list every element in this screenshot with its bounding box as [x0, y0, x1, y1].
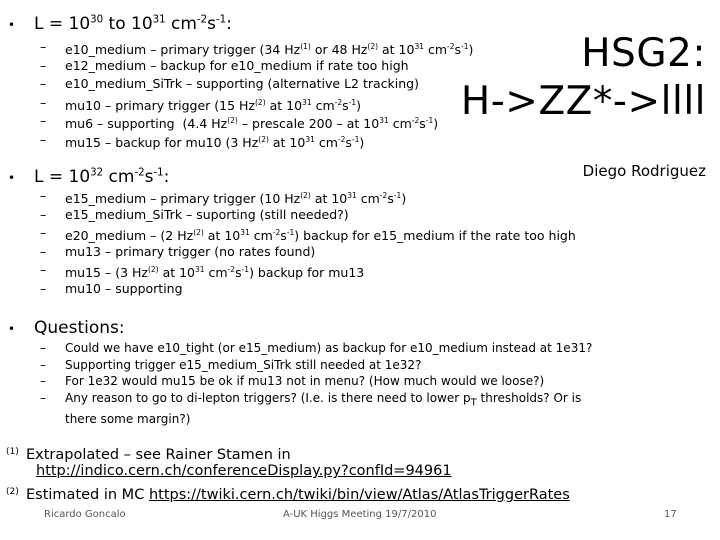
- list-item: – mu10 – primary trigger (15 Hz$^{(2)}$ at $10^{31}$ $cm^{-2}s^{-1}$): [40, 94, 361, 113]
- list-item: – mu13 – primary trigger (no rates found): [40, 243, 316, 259]
- section-2-heading-text: $L = 10^{32}$ $cm^{-2}s^{-1}$:: [34, 167, 170, 187]
- footer-meeting: A-UK Higgs Meeting 19/7/2010: [283, 509, 437, 520]
- section-1-heading-text: $L = 10^{30}$ to $10^{31}$ $cm^{-2}s^{-1}$:: [34, 14, 232, 34]
- page-number: 17: [664, 509, 677, 520]
- footnote-2: (2) Estimated in MC https://twiki.cern.ch/twiki/bin/view/Atlas/AtlasTriggerRates: [6, 487, 570, 503]
- list-item: – e12_medium – backup for e10_medium if rate too high: [40, 57, 409, 73]
- bullet-icon: •: [8, 322, 16, 336]
- slide-title: [461, 30, 706, 126]
- list-item: – Any reason to go to di-lepton triggers? (I.e. is there need to lower $p_T$ thresholds? Or is there some margin?): [40, 390, 582, 427]
- list-item: – Could we have e10_tight (or e15_medium) as backup for e10_medium instead at 1e31?: [40, 341, 593, 355]
- title-line-2: H->ZZ*->llll: [460, 79, 706, 124]
- questions-list: [40, 340, 610, 428]
- list-item: – e20_medium – (2 Hz$^{(2)}$ at $10^{31}$ $cm^{-2}s^{-1}$) backup for e15_medium if the rate too high: [40, 225, 576, 244]
- section-2-list: [40, 187, 576, 299]
- list-item: – mu15 – (3 Hz$^{(2)}$ at $10^{31}$ $cm^{-2}s^{-1}$) backup for mu13: [40, 262, 365, 281]
- list-item: – For 1e32 would mu15 be ok if mu13 not in menu? (How much would we loose?): [40, 374, 545, 388]
- list-item: – e10_medium – primary trigger (34 Hz$^{(1)}$ or 48 Hz$^{(2)}$ at $10^{31}$ $cm^{-2}s^{-1}$): [40, 39, 474, 58]
- section-1-list: [40, 38, 473, 150]
- footnote-2-link[interactable]: https://twiki.cern.ch/twiki/bin/view/Atlas/AtlasTriggerRates: [148, 487, 570, 503]
- list-item: – Supporting trigger e15_medium_SiTrk still needed at 1e32?: [40, 357, 422, 372]
- bullet-icon: •: [8, 171, 16, 185]
- questions-heading: • Questions:: [8, 318, 125, 338]
- footnote-1: (1) Extrapolated – see Rainer Stamen in http://indico.cern.ch/conferenceDisplay.py?confId=94961: [6, 447, 452, 479]
- list-item: – mu10 – supporting: [40, 280, 183, 296]
- list-item: – mu15 – backup for mu10 (3 Hz$^{(2)}$ at $10^{31}$ $cm^{-2}s^{-1}$): [40, 131, 365, 151]
- list-item: – e15_medium_SiTrk – suporting (still needed?): [40, 206, 349, 222]
- list-item: – mu6 – supporting (4.4 Hz$^{(2)}$ – prescale 200 – at $10^{31}$ $cm^{-2}s^{-1}$): [40, 113, 439, 132]
- list-item: – e15_medium – primary trigger (10 Hz$^{(2)}$ at $10^{31}$ $cm^{-2}s^{-1}$): [40, 188, 407, 207]
- section-1-heading: [8, 14, 232, 34]
- bullet-icon: •: [8, 18, 16, 32]
- title-line-1: HSG2:: [581, 31, 706, 76]
- section-2-heading: [8, 167, 169, 187]
- list-item: – e10_medium_SiTrk – supporting (alternative L2 tracking): [40, 76, 419, 92]
- author-name: Diego Rodriguez: [582, 162, 706, 180]
- footnote-1-link[interactable]: http://indico.cern.ch/conferenceDisplay.py?confId=94961: [36, 463, 452, 479]
- footer-presenter: Ricardo Goncalo: [44, 509, 126, 520]
